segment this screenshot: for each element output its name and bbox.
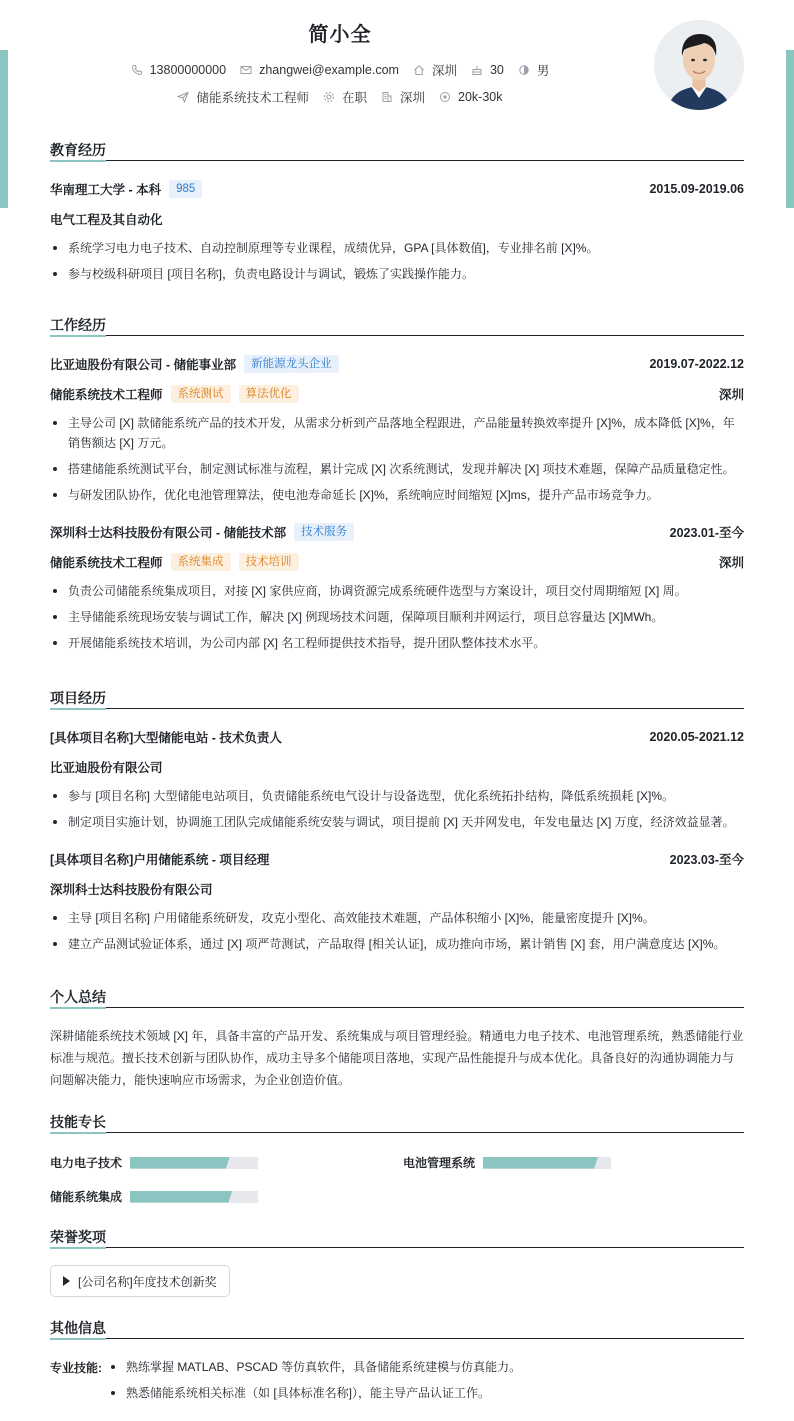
skill-bar [483,1157,611,1169]
list-item: 与研发团队协作，优化电池管理算法，使电池寿命延长 [X]%，系统响应时间缩短 [X]ms，提升产品市场竞争力。 [50,485,744,505]
education-section [50,140,744,284]
candidate-name: 简小全 [308,24,372,46]
education-bullets [50,238,744,284]
job-bullets [50,581,744,653]
job-entry-head [50,523,744,541]
skill-item [50,1154,258,1171]
other-label: 专业技能: [50,1361,102,1375]
skill-tag: 系统测试 [171,385,231,403]
skill-bar-fill [130,1157,230,1169]
status-item [323,88,367,106]
section-title-work: 工作经历 [50,315,744,336]
job-city: 深圳 [718,388,744,402]
skill-name: 储能系统集成 [50,1190,123,1204]
phone-item [131,63,226,77]
status-text: 在职 [342,91,368,105]
list-item: 熟练掌握 MATLAB、PSCAD 等仿真软件，具备储能系统建模与仿真能力。 [108,1357,748,1377]
job-role-line [50,553,744,571]
award-name: [公司名称]年度技术创新奖 [78,1274,217,1289]
job-bullets [50,413,744,505]
skill-bar [130,1157,258,1169]
job-entry-head [50,355,744,373]
triangle-icon [63,1276,70,1286]
list-item: 主导公司 [X] 款储能系统产品的技术开发，从需求分析到产品落地全程跟进，产品能量转换效率提升 [X]%，成本降低 [X]%，年销售额达 [X] 万元。 [50,413,744,453]
project-company-line [50,880,744,898]
job-city: 深圳 [718,556,744,570]
project-entry-head [50,728,744,746]
education-entry-head [50,180,744,198]
position-item [177,88,309,106]
email-text: zhangwei@example.com [259,63,399,77]
age-item [471,63,504,77]
money-icon [439,91,451,103]
salary-item [439,90,502,104]
profile-photo [654,20,744,110]
target-city-text: 深圳 [400,91,426,105]
project-bullets [50,908,744,954]
skill-item [50,1188,258,1205]
project-company: 比亚迪股份有限公司 [50,761,163,775]
skills-section [50,1112,744,1212]
skill-bar-fill [483,1157,598,1169]
other-section [50,1318,744,1418]
mail-icon [240,64,252,76]
job-date: 2019.07-2022.12 [649,357,744,371]
project-company-line [50,758,744,776]
major-name: 电气工程及其自动化 [50,213,163,227]
skill-tag: 技术培训 [239,553,299,571]
skill-item [403,1154,611,1171]
summary-section [50,987,744,1091]
list-item: 参与 [项目名称] 大型储能电站项目，负责储能系统电气设计与设备选型，优化系统拓扑结构，降低系统损耗 [X]%。 [50,786,744,806]
project-bullets [50,786,744,832]
section-title-other: 其他信息 [50,1318,744,1339]
job-date: 2023.01-至今 [669,526,744,540]
resume-header [0,0,794,130]
contact-row [0,61,680,79]
project-date: 2020.05-2021.12 [649,730,744,744]
city-item [413,61,457,79]
list-item: 制定项目实施计划，协调施工团队完成储能系统安装与调试，项目提前 [X] 天并网发电，年发电量达 [X] 万度，经济效益显著。 [50,812,744,832]
honors-section [50,1227,744,1307]
age-text: 30 [489,63,504,77]
home-icon [413,64,425,76]
list-item: 建立产品测试验证体系，通过 [X] 项严苛测试，产品取得 [相关认证]，成功推向市场，累计销售 [X] 套，用户满意度达 [X]%。 [50,934,744,954]
other-bullets [108,1357,748,1403]
project-name: [具体项目名称]户用储能系统 - 项目经理 [50,853,270,867]
section-title-honors: 荣誉奖项 [50,1227,744,1248]
phone-icon [131,64,143,76]
skill-bar-fill [130,1191,232,1203]
school-tag: 985 [169,180,202,198]
list-item: 主导 [项目名称] 户用储能系统研发，攻克小型化、高效能技术难题，产品体积缩小 [X]%，能量密度提升 [X]%。 [50,908,744,928]
summary-text: 深耕储能系统技术领域 [X] 年，具备丰富的产品开发、系统集成与项目管理经验。精通电力电子技术、电池管理系统，熟悉储能行业标准与规范。擅长技术创新与团队协作，成功主导多个储能项目落地，实现产品性能提升与成本优化。具备良好的沟通协调能力与问题解决能力，能快速响应市场需求，为企业创造价值。 [50,1029,744,1087]
building-icon [381,91,393,103]
email-item [240,63,399,77]
project-entry-head [50,850,744,868]
project-company: 深圳科士达科技股份有限公司 [50,883,213,897]
company-tag: 技术服务 [294,523,354,541]
list-item: 开展储能系统技术培训，为公司内部 [X] 名工程师提供技术指导，提升团队整体技术水平。 [50,633,744,653]
skill-name: 电池管理系统 [403,1156,476,1170]
send-icon [177,91,189,103]
skill-tag: 系统集成 [171,553,231,571]
section-title-summary: 个人总结 [50,987,744,1008]
job-role: 储能系统技术工程师 [50,388,163,402]
list-item: 主导储能系统现场安装与调试工作，解决 [X] 例现场技术问题，保障项目顺利并网运行，项目总容量达 [X]MWh。 [50,607,744,627]
company-tag: 新能源龙头企业 [244,355,339,373]
list-item: 负责公司储能系统集成项目，对接 [X] 家供应商，协调资源完成系统硬件选型与方案设计，项目交付周期缩短 [X] 周。 [50,581,744,601]
education-date: 2015.09-2019.06 [649,182,744,196]
project-date: 2023.03-至今 [669,853,744,867]
target-city-item [381,88,425,106]
position-text: 储能系统技术工程师 [196,91,309,105]
school-name: 华南理工大学 - 本科 [50,183,162,197]
company-name: 比亚迪股份有限公司 - 储能事业部 [50,358,237,372]
cake-icon [471,64,483,76]
city-text: 深圳 [431,64,457,78]
job-role-line [50,385,744,403]
work-section [50,315,744,653]
section-title-education: 教育经历 [50,140,744,161]
award-item [50,1265,230,1297]
list-item: 搭建储能系统测试平台，制定测试标准与流程，累计完成 [X] 次系统测试，发现并解决 [X] 项技术难题，保障产品质量稳定性。 [50,459,744,479]
job-role: 储能系统技术工程师 [50,556,163,570]
list-item: 系统学习电力电子技术、自动控制原理等专业课程，成绩优异，GPA [具体数值]，专业排名前 [X]%。 [50,238,744,258]
project-name: [具体项目名称]大型储能电站 - 技术负责人 [50,731,282,745]
gender-icon [518,64,530,76]
salary-text: 20k-30k [458,90,503,104]
status-icon [323,91,335,103]
list-item: 熟悉储能系统相关标准（如 [具体标准名称]），能主导产品认证工作。 [108,1383,748,1403]
skill-tag: 算法优化 [239,385,299,403]
gender-text: 男 [536,64,550,78]
phone-text: 13800000000 [149,63,227,77]
skill-name: 电力电子技术 [50,1156,123,1170]
gender-item [518,61,550,79]
major-line [50,210,744,228]
list-item: 参与校级科研项目 [项目名称]，负责电路设计与调试，锻炼了实践操作能力。 [50,264,744,284]
job-info-row [0,88,680,106]
skill-bar [130,1191,258,1203]
projects-section [50,688,744,954]
section-title-projects: 项目经历 [50,688,744,709]
section-title-skills: 技能专长 [50,1112,744,1133]
company-name: 深圳科士达科技股份有限公司 - 储能技术部 [50,526,287,540]
